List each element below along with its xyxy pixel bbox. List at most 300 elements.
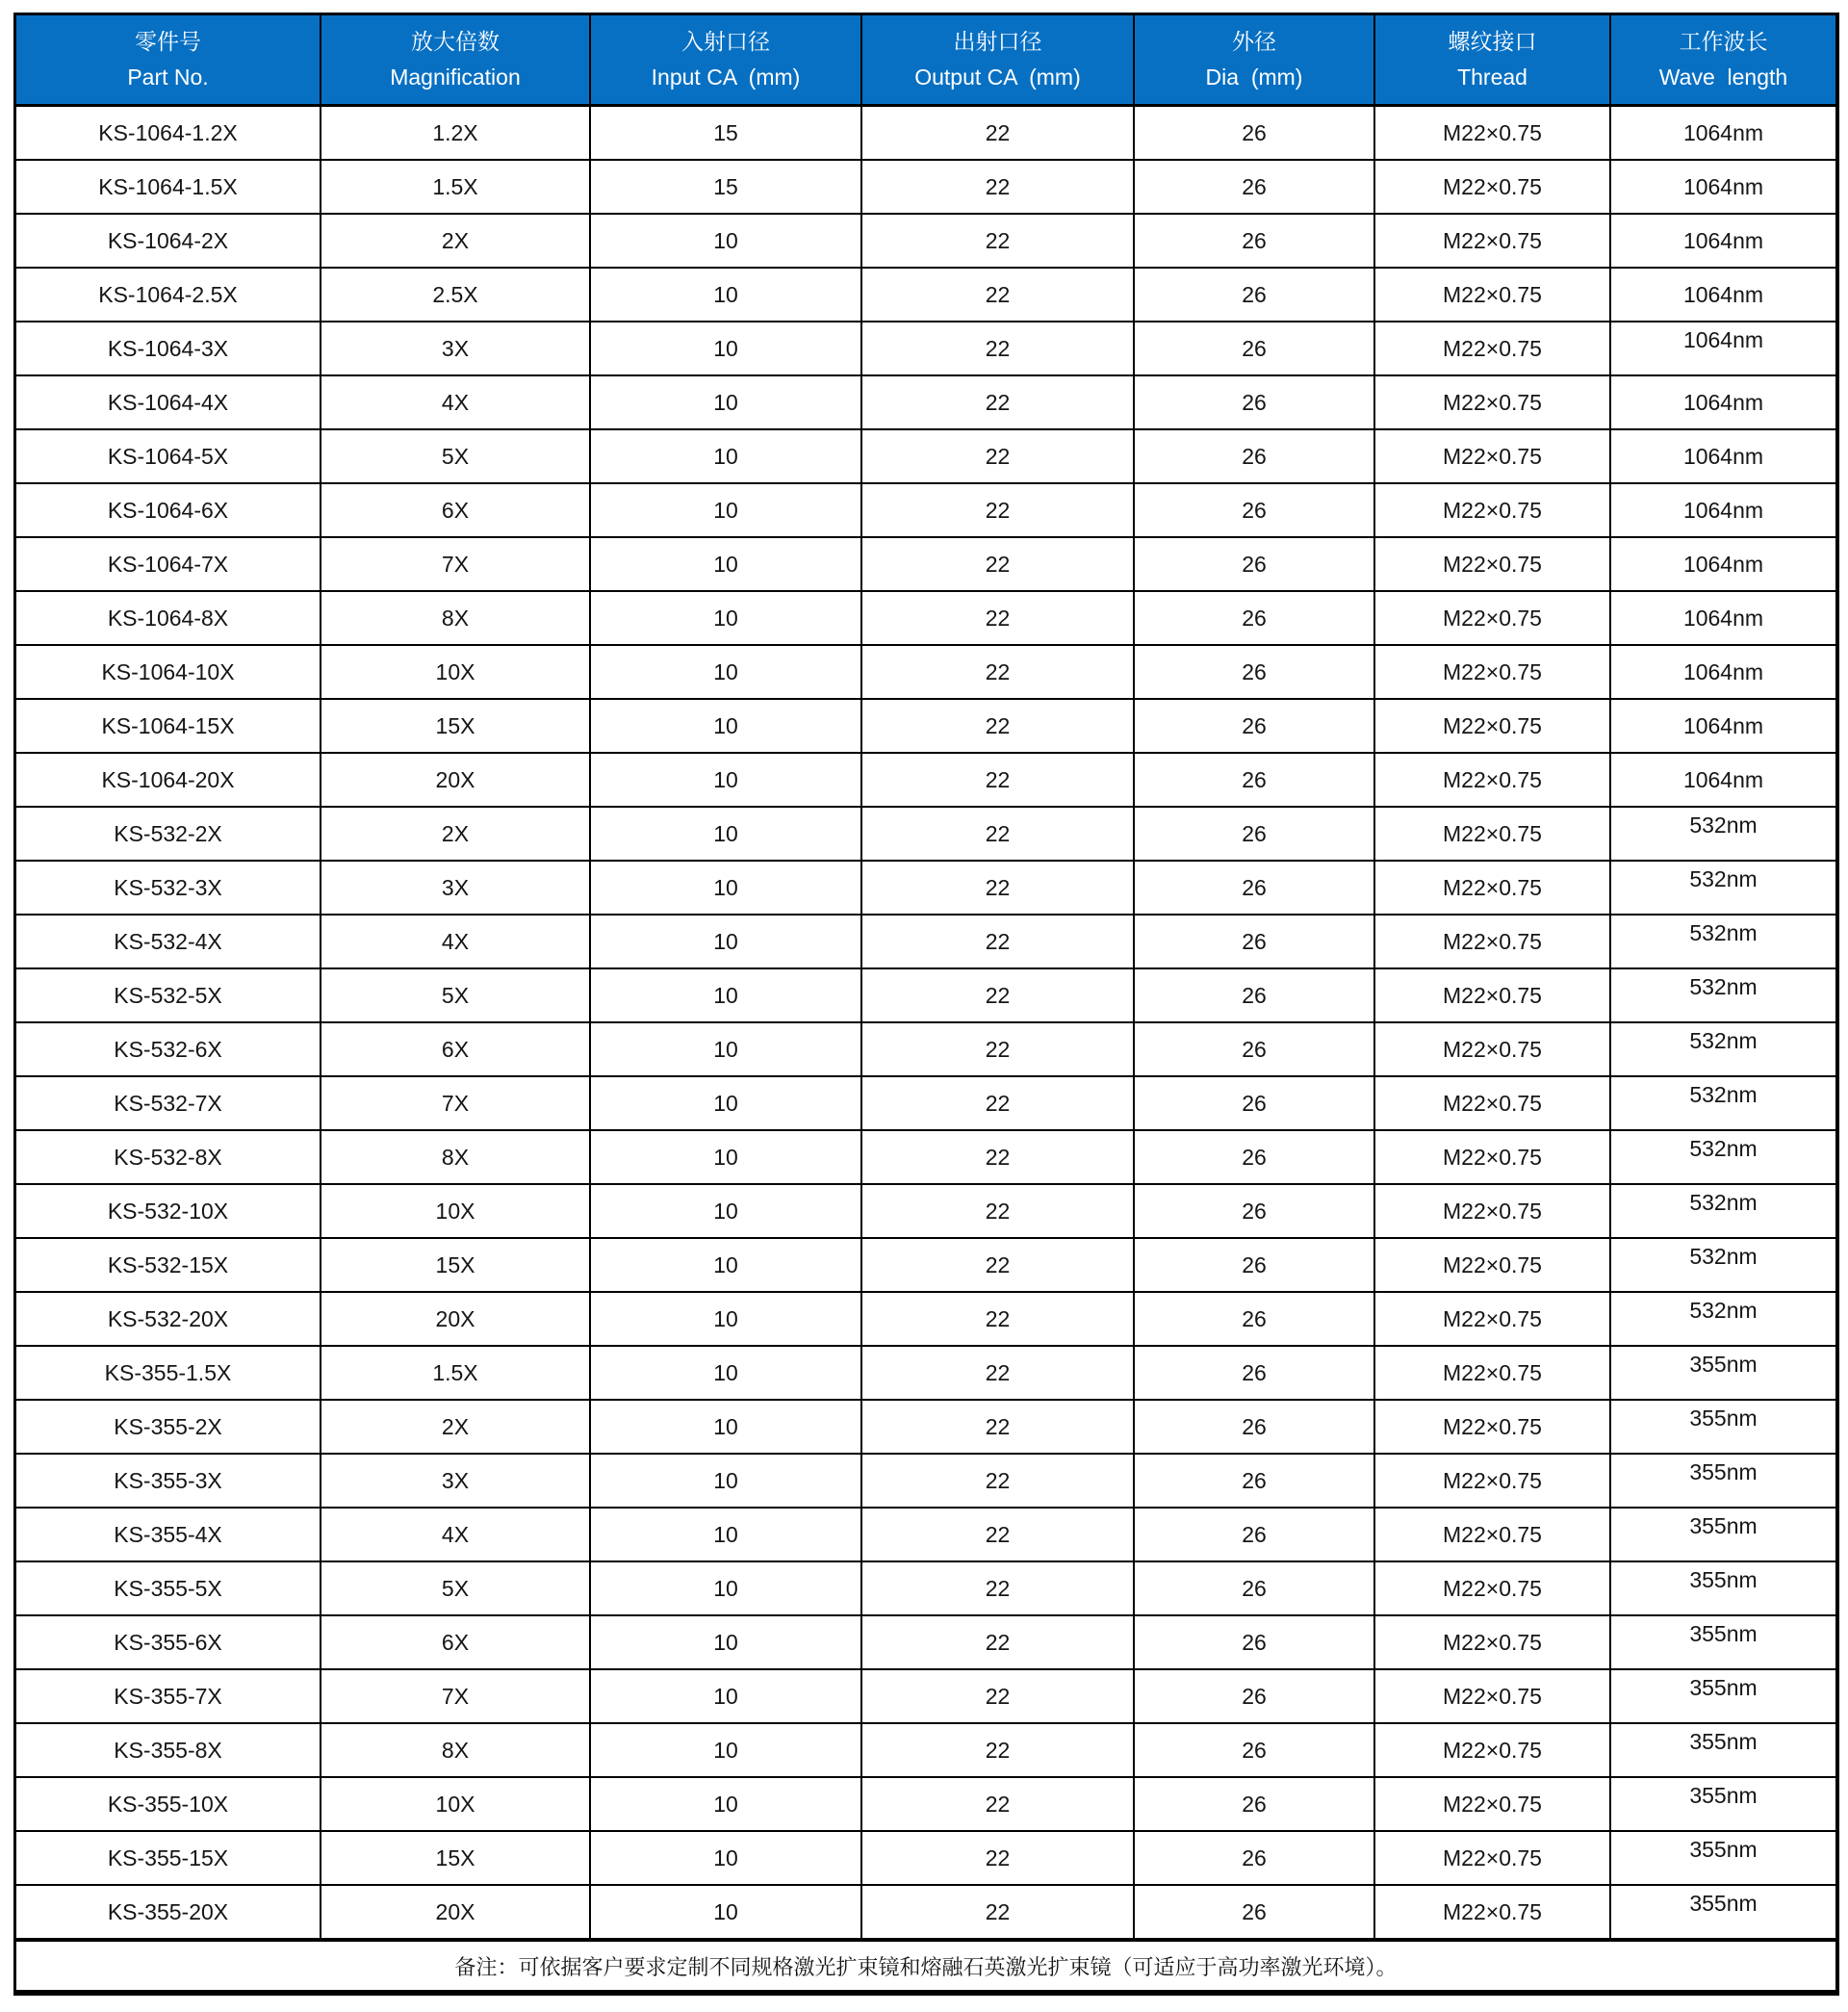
part-no-cell: KS-355-2X xyxy=(16,1401,321,1455)
wavelength-cell: 1064nm xyxy=(1611,107,1835,161)
part-no-cell: KS-532-2X xyxy=(16,808,321,862)
magnification-cell: 3X xyxy=(321,322,591,376)
thread-cell: M22×0.75 xyxy=(1375,1832,1611,1886)
dia-cell: 26 xyxy=(1135,1293,1375,1347)
wavelength-cell: 532nm xyxy=(1611,916,1835,969)
part-no-cell: KS-532-15X xyxy=(16,1239,321,1293)
dia-cell: 26 xyxy=(1135,592,1375,646)
wavelength-cell: 355nm xyxy=(1611,1401,1835,1455)
magnification-cell: 8X xyxy=(321,1724,591,1778)
header-part-no xyxy=(16,15,321,107)
thread-cell: M22×0.75 xyxy=(1375,376,1611,430)
output-ca-cell: 22 xyxy=(862,484,1135,538)
dia-cell: 26 xyxy=(1135,1724,1375,1778)
header-wave-length-en: Wave length xyxy=(1658,64,1788,90)
table-row xyxy=(16,107,1835,161)
output-ca-cell: 22 xyxy=(862,538,1135,592)
dia-cell: 26 xyxy=(1135,754,1375,808)
table-row xyxy=(16,215,1835,269)
magnification-cell: 1.2X xyxy=(321,107,591,161)
wavelength-cell: 1064nm xyxy=(1611,269,1835,322)
input-ca-cell: 10 xyxy=(591,1778,862,1832)
input-ca-cell: 10 xyxy=(591,1401,862,1455)
input-ca-cell: 10 xyxy=(591,700,862,754)
dia-cell: 26 xyxy=(1135,215,1375,269)
part-no-cell: KS-1064-15X xyxy=(16,700,321,754)
output-ca-cell: 22 xyxy=(862,161,1135,215)
header-magnification-zh: 放大倍数 xyxy=(411,29,500,54)
output-ca-cell: 22 xyxy=(862,1455,1135,1509)
header-thread-zh: 螺纹接口 xyxy=(1448,29,1537,54)
input-ca-cell: 10 xyxy=(591,1347,862,1401)
thread-cell: M22×0.75 xyxy=(1375,1562,1611,1616)
dia-cell: 26 xyxy=(1135,1832,1375,1886)
wavelength-cell: 355nm xyxy=(1611,1778,1835,1832)
magnification-cell: 4X xyxy=(321,916,591,969)
table-row xyxy=(16,862,1835,916)
thread-cell: M22×0.75 xyxy=(1375,1886,1611,1940)
input-ca-cell: 10 xyxy=(591,1724,862,1778)
output-ca-cell: 22 xyxy=(862,1562,1135,1616)
dia-cell: 26 xyxy=(1135,1077,1375,1131)
wavelength-cell: 355nm xyxy=(1611,1455,1835,1509)
output-ca-cell: 22 xyxy=(862,1185,1135,1239)
part-no-cell: KS-355-10X xyxy=(16,1778,321,1832)
thread-cell: M22×0.75 xyxy=(1375,430,1611,484)
output-ca-cell: 22 xyxy=(862,592,1135,646)
table-row xyxy=(16,916,1835,969)
table-row xyxy=(16,1131,1835,1185)
dia-cell: 26 xyxy=(1135,916,1375,969)
thread-cell: M22×0.75 xyxy=(1375,161,1611,215)
output-ca-cell: 22 xyxy=(862,754,1135,808)
thread-cell: M22×0.75 xyxy=(1375,1724,1611,1778)
header-input-ca-zh: 入射口径 xyxy=(681,29,770,54)
thread-cell: M22×0.75 xyxy=(1375,538,1611,592)
table-row xyxy=(16,1401,1835,1455)
input-ca-cell: 10 xyxy=(591,215,862,269)
table-row xyxy=(16,969,1835,1023)
table-row xyxy=(16,269,1835,322)
wavelength-cell: 1064nm xyxy=(1611,430,1835,484)
dia-cell: 26 xyxy=(1135,430,1375,484)
header-magnification xyxy=(321,15,591,107)
table-row xyxy=(16,430,1835,484)
thread-cell: M22×0.75 xyxy=(1375,269,1611,322)
output-ca-cell: 22 xyxy=(862,1886,1135,1940)
magnification-cell: 10X xyxy=(321,1185,591,1239)
magnification-cell: 2X xyxy=(321,808,591,862)
input-ca-cell: 10 xyxy=(591,1562,862,1616)
magnification-cell: 7X xyxy=(321,1077,591,1131)
dia-cell: 26 xyxy=(1135,1455,1375,1509)
output-ca-cell: 22 xyxy=(862,1509,1135,1562)
magnification-cell: 3X xyxy=(321,862,591,916)
output-ca-cell: 22 xyxy=(862,646,1135,700)
thread-cell: M22×0.75 xyxy=(1375,322,1611,376)
dia-cell: 26 xyxy=(1135,1509,1375,1562)
thread-cell: M22×0.75 xyxy=(1375,107,1611,161)
output-ca-cell: 22 xyxy=(862,1670,1135,1724)
wavelength-cell: 1064nm xyxy=(1611,646,1835,700)
magnification-cell: 7X xyxy=(321,1670,591,1724)
table-row xyxy=(16,808,1835,862)
dia-cell: 26 xyxy=(1135,107,1375,161)
thread-cell: M22×0.75 xyxy=(1375,754,1611,808)
input-ca-cell: 10 xyxy=(591,269,862,322)
wavelength-cell: 1064nm xyxy=(1611,322,1835,376)
part-no-cell: KS-355-3X xyxy=(16,1455,321,1509)
dia-cell: 26 xyxy=(1135,1886,1375,1940)
part-no-cell: KS-1064-7X xyxy=(16,538,321,592)
dia-cell: 26 xyxy=(1135,1023,1375,1077)
output-ca-cell: 22 xyxy=(862,215,1135,269)
output-ca-cell: 22 xyxy=(862,1347,1135,1401)
part-no-cell: KS-1064-6X xyxy=(16,484,321,538)
thread-cell: M22×0.75 xyxy=(1375,1185,1611,1239)
magnification-cell: 8X xyxy=(321,1131,591,1185)
part-no-cell: KS-355-4X xyxy=(16,1509,321,1562)
part-no-cell: KS-355-7X xyxy=(16,1670,321,1724)
thread-cell: M22×0.75 xyxy=(1375,1239,1611,1293)
part-no-cell: KS-532-20X xyxy=(16,1293,321,1347)
part-no-cell: KS-1064-1.5X xyxy=(16,161,321,215)
part-no-cell: KS-1064-2X xyxy=(16,215,321,269)
magnification-cell: 5X xyxy=(321,969,591,1023)
header-dia xyxy=(1135,15,1375,107)
part-no-cell: KS-532-6X xyxy=(16,1023,321,1077)
output-ca-cell: 22 xyxy=(862,1778,1135,1832)
input-ca-cell: 10 xyxy=(591,1670,862,1724)
dia-cell: 26 xyxy=(1135,1401,1375,1455)
table-row xyxy=(16,1077,1835,1131)
wavelength-cell: 532nm xyxy=(1611,1077,1835,1131)
dia-cell: 26 xyxy=(1135,646,1375,700)
magnification-cell: 6X xyxy=(321,1023,591,1077)
input-ca-cell: 10 xyxy=(591,969,862,1023)
magnification-cell: 10X xyxy=(321,646,591,700)
header-output-ca-en: Output CA (mm) xyxy=(914,64,1081,90)
table-row xyxy=(16,538,1835,592)
input-ca-cell: 10 xyxy=(591,1832,862,1886)
thread-cell: M22×0.75 xyxy=(1375,215,1611,269)
part-no-cell: KS-355-5X xyxy=(16,1562,321,1616)
part-no-cell: KS-1064-20X xyxy=(16,754,321,808)
input-ca-cell: 10 xyxy=(591,484,862,538)
note-text: 备注：可依据客户要求定制不同规格激光扩束镜和熔融石英激光扩束镜（可适应于高功率激光环境）。 xyxy=(16,1940,1835,1990)
thread-cell: M22×0.75 xyxy=(1375,862,1611,916)
wavelength-cell: 355nm xyxy=(1611,1670,1835,1724)
magnification-cell: 4X xyxy=(321,376,591,430)
input-ca-cell: 10 xyxy=(591,862,862,916)
output-ca-cell: 22 xyxy=(862,107,1135,161)
part-no-cell: KS-355-15X xyxy=(16,1832,321,1886)
thread-cell: M22×0.75 xyxy=(1375,1401,1611,1455)
thread-cell: M22×0.75 xyxy=(1375,969,1611,1023)
part-no-cell: KS-1064-5X xyxy=(16,430,321,484)
thread-cell: M22×0.75 xyxy=(1375,1455,1611,1509)
magnification-cell: 7X xyxy=(321,538,591,592)
output-ca-cell: 22 xyxy=(862,1616,1135,1670)
table-row xyxy=(16,1347,1835,1401)
input-ca-cell: 15 xyxy=(591,161,862,215)
wavelength-cell: 355nm xyxy=(1611,1616,1835,1670)
header-input-ca-en: Input CA (mm) xyxy=(651,64,801,90)
input-ca-cell: 10 xyxy=(591,538,862,592)
thread-cell: M22×0.75 xyxy=(1375,1670,1611,1724)
input-ca-cell: 10 xyxy=(591,646,862,700)
dia-cell: 26 xyxy=(1135,161,1375,215)
input-ca-cell: 10 xyxy=(591,1509,862,1562)
wavelength-cell: 355nm xyxy=(1611,1832,1835,1886)
wavelength-cell: 355nm xyxy=(1611,1509,1835,1562)
input-ca-cell: 10 xyxy=(591,322,862,376)
thread-cell: M22×0.75 xyxy=(1375,1293,1611,1347)
input-ca-cell: 10 xyxy=(591,1077,862,1131)
input-ca-cell: 10 xyxy=(591,1293,862,1347)
input-ca-cell: 10 xyxy=(591,592,862,646)
thread-cell: M22×0.75 xyxy=(1375,646,1611,700)
table-row xyxy=(16,484,1835,538)
wavelength-cell: 355nm xyxy=(1611,1886,1835,1940)
part-no-cell: KS-532-3X xyxy=(16,862,321,916)
thread-cell: M22×0.75 xyxy=(1375,916,1611,969)
wavelength-cell: 355nm xyxy=(1611,1724,1835,1778)
header-thread-en: Thread xyxy=(1457,64,1527,90)
output-ca-cell: 22 xyxy=(862,1401,1135,1455)
table-row xyxy=(16,592,1835,646)
output-ca-cell: 22 xyxy=(862,1131,1135,1185)
wavelength-cell: 1064nm xyxy=(1611,538,1835,592)
magnification-cell: 6X xyxy=(321,484,591,538)
part-no-cell: KS-355-8X xyxy=(16,1724,321,1778)
spec-table-container xyxy=(13,13,1839,1996)
wavelength-cell: 1064nm xyxy=(1611,700,1835,754)
header-thread xyxy=(1375,15,1611,107)
wavelength-cell: 355nm xyxy=(1611,1562,1835,1616)
thread-cell: M22×0.75 xyxy=(1375,1131,1611,1185)
input-ca-cell: 10 xyxy=(591,808,862,862)
thread-cell: M22×0.75 xyxy=(1375,1347,1611,1401)
dia-cell: 26 xyxy=(1135,1185,1375,1239)
header-wave-length xyxy=(1611,15,1835,107)
input-ca-cell: 10 xyxy=(591,1131,862,1185)
part-no-cell: KS-1064-1.2X xyxy=(16,107,321,161)
dia-cell: 26 xyxy=(1135,1347,1375,1401)
table-row xyxy=(16,1509,1835,1562)
dia-cell: 26 xyxy=(1135,269,1375,322)
magnification-cell: 8X xyxy=(321,592,591,646)
wavelength-cell: 1064nm xyxy=(1611,161,1835,215)
magnification-cell: 20X xyxy=(321,754,591,808)
output-ca-cell: 22 xyxy=(862,862,1135,916)
dia-cell: 26 xyxy=(1135,1131,1375,1185)
header-output-ca-zh: 出射口径 xyxy=(953,29,1042,54)
wavelength-cell: 532nm xyxy=(1611,1293,1835,1347)
header-input-ca xyxy=(591,15,862,107)
dia-cell: 26 xyxy=(1135,538,1375,592)
wavelength-cell: 355nm xyxy=(1611,1347,1835,1401)
table-row xyxy=(16,646,1835,700)
part-no-cell: KS-532-5X xyxy=(16,969,321,1023)
input-ca-cell: 10 xyxy=(591,1886,862,1940)
wavelength-cell: 532nm xyxy=(1611,969,1835,1023)
input-ca-cell: 10 xyxy=(591,916,862,969)
thread-cell: M22×0.75 xyxy=(1375,1509,1611,1562)
header-output-ca xyxy=(862,15,1135,107)
dia-cell: 26 xyxy=(1135,484,1375,538)
input-ca-cell: 10 xyxy=(591,1023,862,1077)
part-no-cell: KS-1064-8X xyxy=(16,592,321,646)
thread-cell: M22×0.75 xyxy=(1375,700,1611,754)
dia-cell: 26 xyxy=(1135,1778,1375,1832)
magnification-cell: 5X xyxy=(321,1562,591,1616)
magnification-cell: 20X xyxy=(321,1886,591,1940)
header-row xyxy=(16,15,1835,107)
wavelength-cell: 532nm xyxy=(1611,808,1835,862)
magnification-cell: 6X xyxy=(321,1616,591,1670)
part-no-cell: KS-1064-3X xyxy=(16,322,321,376)
part-no-cell: KS-532-8X xyxy=(16,1131,321,1185)
part-no-cell: KS-355-6X xyxy=(16,1616,321,1670)
table-row xyxy=(16,1239,1835,1293)
dia-cell: 26 xyxy=(1135,808,1375,862)
header-magnification-en: Magnification xyxy=(390,64,521,90)
wavelength-cell: 1064nm xyxy=(1611,484,1835,538)
wavelength-cell: 1064nm xyxy=(1611,376,1835,430)
table-row xyxy=(16,1023,1835,1077)
output-ca-cell: 22 xyxy=(862,1239,1135,1293)
magnification-cell: 15X xyxy=(321,1832,591,1886)
thread-cell: M22×0.75 xyxy=(1375,1616,1611,1670)
table-row xyxy=(16,1832,1835,1886)
output-ca-cell: 22 xyxy=(862,1023,1135,1077)
part-no-cell: KS-1064-4X xyxy=(16,376,321,430)
magnification-cell: 15X xyxy=(321,1239,591,1293)
table-row xyxy=(16,1562,1835,1616)
output-ca-cell: 22 xyxy=(862,376,1135,430)
table-body xyxy=(16,107,1835,1940)
output-ca-cell: 22 xyxy=(862,1724,1135,1778)
table-row xyxy=(16,1616,1835,1670)
input-ca-cell: 10 xyxy=(591,1616,862,1670)
thread-cell: M22×0.75 xyxy=(1375,808,1611,862)
header-wave-length-zh: 工作波长 xyxy=(1679,29,1768,54)
dia-cell: 26 xyxy=(1135,322,1375,376)
wavelength-cell: 1064nm xyxy=(1611,754,1835,808)
table-row xyxy=(16,754,1835,808)
table-row xyxy=(16,700,1835,754)
wavelength-cell: 532nm xyxy=(1611,1239,1835,1293)
output-ca-cell: 22 xyxy=(862,322,1135,376)
input-ca-cell: 10 xyxy=(591,754,862,808)
dia-cell: 26 xyxy=(1135,376,1375,430)
table-row xyxy=(16,1455,1835,1509)
table-row xyxy=(16,1670,1835,1724)
header-part-no-en: Part No. xyxy=(127,64,209,90)
output-ca-cell: 22 xyxy=(862,969,1135,1023)
thread-cell: M22×0.75 xyxy=(1375,484,1611,538)
table-footer xyxy=(16,1940,1835,1990)
dia-cell: 26 xyxy=(1135,1670,1375,1724)
magnification-cell: 5X xyxy=(321,430,591,484)
header-dia-en: Dia (mm) xyxy=(1205,64,1303,90)
part-no-cell: KS-532-10X xyxy=(16,1185,321,1239)
magnification-cell: 2X xyxy=(321,1401,591,1455)
table-row xyxy=(16,1886,1835,1940)
output-ca-cell: 22 xyxy=(862,1293,1135,1347)
input-ca-cell: 10 xyxy=(591,1239,862,1293)
magnification-cell: 2.5X xyxy=(321,269,591,322)
dia-cell: 26 xyxy=(1135,1562,1375,1616)
output-ca-cell: 22 xyxy=(862,916,1135,969)
thread-cell: M22×0.75 xyxy=(1375,1778,1611,1832)
output-ca-cell: 22 xyxy=(862,269,1135,322)
part-no-cell: KS-532-4X xyxy=(16,916,321,969)
table-row xyxy=(16,1293,1835,1347)
wavelength-cell: 532nm xyxy=(1611,1185,1835,1239)
output-ca-cell: 22 xyxy=(862,430,1135,484)
magnification-cell: 3X xyxy=(321,1455,591,1509)
magnification-cell: 1.5X xyxy=(321,1347,591,1401)
table-row xyxy=(16,322,1835,376)
output-ca-cell: 22 xyxy=(862,1077,1135,1131)
magnification-cell: 10X xyxy=(321,1778,591,1832)
input-ca-cell: 10 xyxy=(591,376,862,430)
thread-cell: M22×0.75 xyxy=(1375,592,1611,646)
note-row xyxy=(16,1940,1835,1990)
part-no-cell: KS-355-20X xyxy=(16,1886,321,1940)
magnification-cell: 4X xyxy=(321,1509,591,1562)
dia-cell: 26 xyxy=(1135,700,1375,754)
wavelength-cell: 532nm xyxy=(1611,1131,1835,1185)
part-no-cell: KS-532-7X xyxy=(16,1077,321,1131)
table-row xyxy=(16,161,1835,215)
wavelength-cell: 532nm xyxy=(1611,862,1835,916)
dia-cell: 26 xyxy=(1135,1616,1375,1670)
magnification-cell: 1.5X xyxy=(321,161,591,215)
spec-table xyxy=(16,15,1835,1990)
wavelength-cell: 1064nm xyxy=(1611,215,1835,269)
output-ca-cell: 22 xyxy=(862,1832,1135,1886)
table-row xyxy=(16,1778,1835,1832)
magnification-cell: 20X xyxy=(321,1293,591,1347)
part-no-cell: KS-355-1.5X xyxy=(16,1347,321,1401)
header-dia-zh: 外径 xyxy=(1232,29,1276,54)
table-header xyxy=(16,15,1835,107)
wavelength-cell: 532nm xyxy=(1611,1023,1835,1077)
magnification-cell: 2X xyxy=(321,215,591,269)
dia-cell: 26 xyxy=(1135,1239,1375,1293)
thread-cell: M22×0.75 xyxy=(1375,1023,1611,1077)
header-part-no-zh: 零件号 xyxy=(135,29,201,54)
input-ca-cell: 10 xyxy=(591,1185,862,1239)
wavelength-cell: 1064nm xyxy=(1611,592,1835,646)
table-row xyxy=(16,1724,1835,1778)
output-ca-cell: 22 xyxy=(862,700,1135,754)
dia-cell: 26 xyxy=(1135,862,1375,916)
thread-cell: M22×0.75 xyxy=(1375,1077,1611,1131)
input-ca-cell: 15 xyxy=(591,107,862,161)
part-no-cell: KS-1064-10X xyxy=(16,646,321,700)
table-row xyxy=(16,376,1835,430)
output-ca-cell: 22 xyxy=(862,808,1135,862)
table-row xyxy=(16,1185,1835,1239)
part-no-cell: KS-1064-2.5X xyxy=(16,269,321,322)
input-ca-cell: 10 xyxy=(591,1455,862,1509)
dia-cell: 26 xyxy=(1135,969,1375,1023)
input-ca-cell: 10 xyxy=(591,430,862,484)
